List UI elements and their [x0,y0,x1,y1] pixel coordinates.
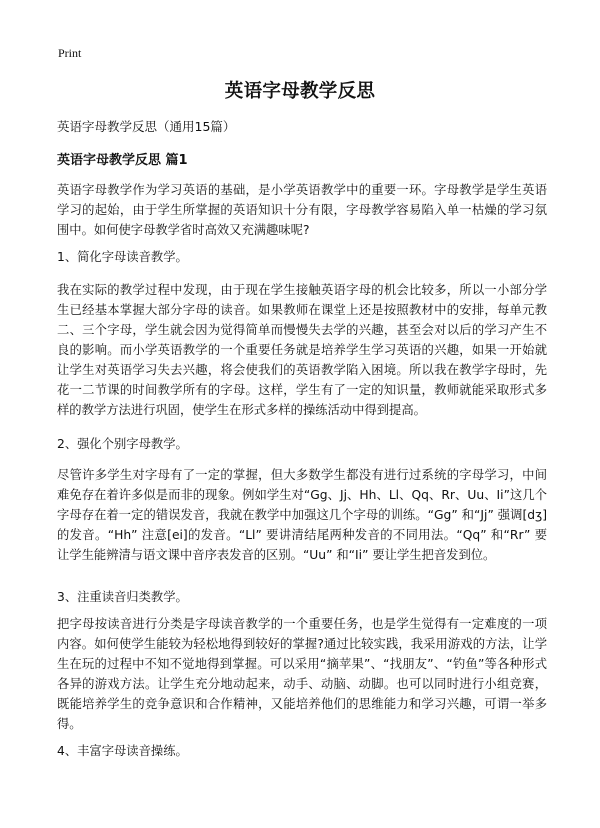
section-2-body: 尽管许多学生对字母有了一定的掌握，但大多数学生都没有进行过系统的字母学习，中间难免存在着许多似是而非的现象。例如学生对“Gg、Jj、Hh、Ll、Qq、Rr、Uu、Ii”这几个字母存在着一定的错误发音，我就在教学中加强这几个字母的训练。“Gg” 和“Jj” 强调[dʒ]的发音。“Hh” 注意[ei]的发音。“Ll” 要讲清结尾两种发音的不同用法。“Qq” 和“Rr” 要让学生能辨清与语文课中音序表发音的区别。“Uu” 和“Ii” 要让学生把音发到位。 [57,468,547,562]
intro-paragraph: 英语字母教学作为学习英语的基础，是小学英语教学中的重要一环。字母教学是学生英语学习的起始，由于学生所掌握的英语知识十分有限，字母教学容易陷入单一枯燥的学习氛围中。如何使字母教学省时高效又充满趣味呢? [57,183,547,237]
section-1-heading: 1、简化字母读音教学。 [57,250,188,264]
section-2-heading: 2、强化个别字母教学。 [57,437,188,451]
section-1-body: 我在实际的教学过程中发现，由于现在学生接触英语字母的机会比较多，所以一小部分学生已经基本掌握大部分字母的读音。如果教师在课堂上还是按照教材中的安排，每单元教二、三个字母，学生就会因为觉得简单而慢慢失去学的兴趣，甚至会对以后的学习产生不良的影响。而小学英语教学的一个重要任务就是培养学生学习英语的兴趣，如果一开始就让学生对英语学习失去兴趣，将会使我们的英语教学陷入困境。所以我在教学字母时，先花一二节课的时间教学所有的字母。这样，学生有了一定的知识量，教师就能采取形式多样的教学方法进行巩固，使学生在形式多样的操练活动中得到提高。 [57,283,547,417]
print-label: Print [58,46,82,60]
document-subtitle: 英语字母教学反思（通用15篇） [57,119,236,134]
article-heading: 英语字母教学反思 篇1 [57,153,188,168]
section-3-body: 把字母按读音进行分类是字母读音教学的一个重要任务，也是学生觉得有一定难度的一项内容。如何使学生能较为轻松地得到较好的掌握?通过比较实践，我采用游戏的方法，让学生在玩的过程中不知不觉地得到掌握。可以采用“摘苹果”、“找朋友”、“钓鱼”等各种形式各异的游戏方法。让学生充分地动起来，动手、动脑、动脚。也可以同时进行小组竞赛，既能培养学生的竞争意识和合作精神，又能培养他们的思维能力和学习兴趣，可谓一举多得。 [57,617,547,731]
section-4-heading: 4、丰富字母读音操练。 [57,744,188,758]
page-title: 英语字母教学反思 [224,81,376,102]
section-3-heading: 3、注重读音归类教学。 [57,590,188,604]
